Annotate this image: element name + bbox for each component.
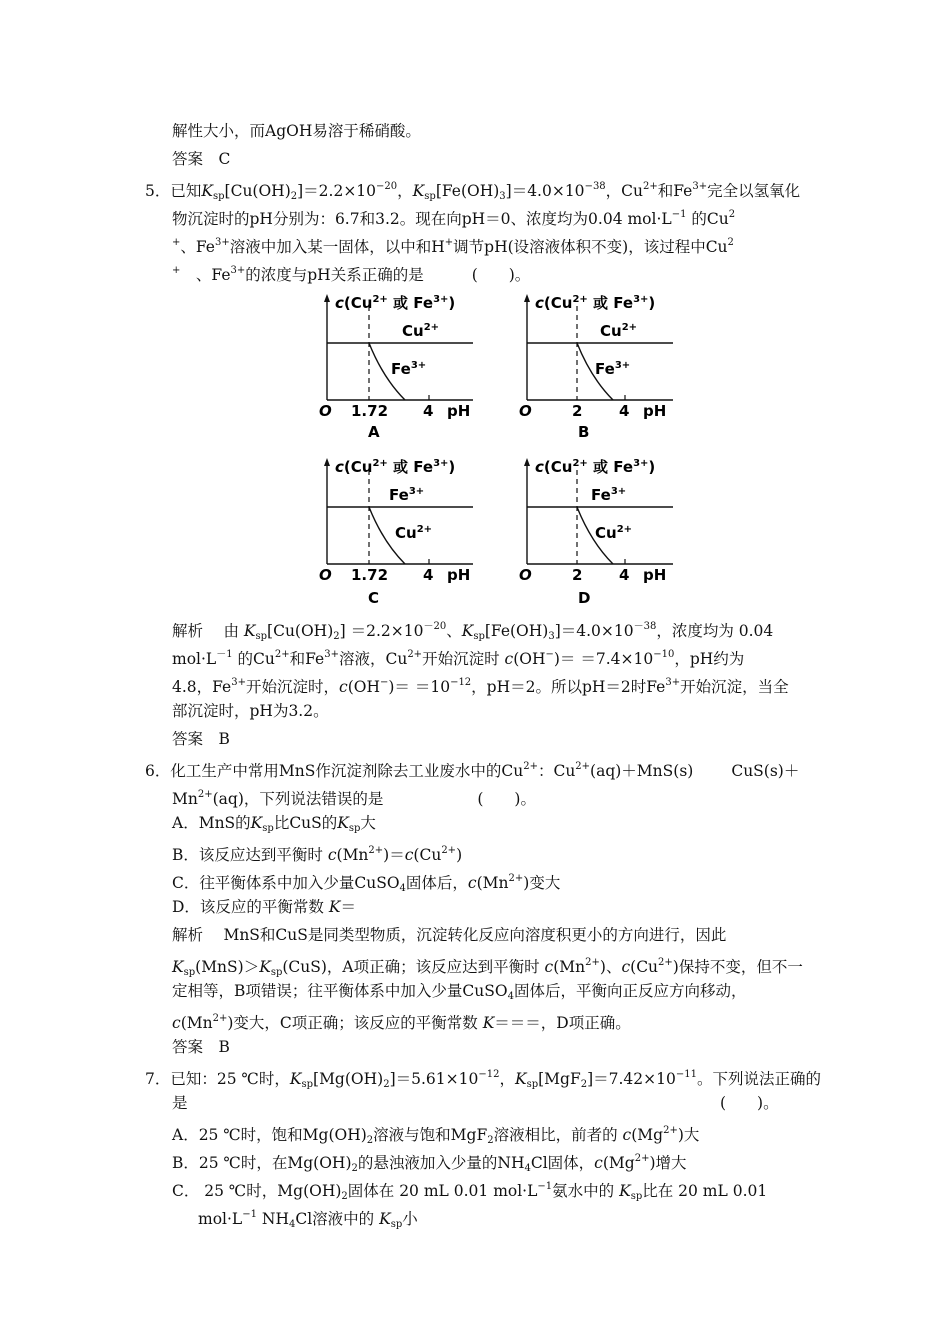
svg-text:C: C [368, 589, 380, 607]
q6-option-a: A．MnS的$K_{sp}$比CuS的$K_{sp}$大 [172, 814, 376, 834]
svg-text:O: O [319, 402, 332, 420]
svg-text:Cu2+: $Cu^{2+}$ [395, 524, 433, 542]
continued-text: 解性大小，而AgOH易溶于稀硝酸。 [172, 122, 421, 140]
svg-text:pH: pH [643, 566, 667, 584]
q6-analysis-line2: $K_{sp}(MnS)>K_{sp}(CuS)$，A项正确；该反应达到平衡时 $c(Mn^{2+})$、$c(Cu^{2+})$保持不变，但不一 [172, 957, 803, 978]
q6-option-d: D．该反应的平衡常数 K＝ [172, 898, 356, 916]
q6-line1: 6．化工生产中常用MnS作沉淀剂除去工业废水中的$Cu^{2+}$：$Cu^{2+}(aq)+MnS(s)$ CuS(s)＋ [145, 761, 800, 780]
svg-text:c(Cu2+ 或 Fe3+): $c(Cu^{2+}$ 或 $Fe^{3+}$) [535, 294, 656, 312]
svg-text:Cu2+: $Cu^{2+}$ [600, 322, 638, 340]
graph-b [515, 288, 725, 448]
q5-line2: 物沉淀时的pH分别为：6.7和3.2。现在向pH＝0、浓度均为0.04 $mol\cdot L^{-1}$ 的Cu$^2$ [172, 209, 736, 228]
q7-option-b: B．25 ℃时，在$Mg(OH)_2$的悬浊液加入少量的$NH_4Cl$固体，$c(Mg^{2+})$增大 [172, 1153, 687, 1174]
svg-text:2: 2 [572, 402, 583, 420]
svg-text:c(Cu2+ 或 Fe3+): $c(Cu^{2+}$ 或 $Fe^{3+}$) [335, 458, 456, 476]
q7-option-a: A．25 ℃时，饱和$Mg(OH)_2$溶液与饱和MgF$_2$溶液相比，前者的 $c(Mg^{2+})$大 [172, 1125, 700, 1146]
svg-text:1.72: 1.72 [351, 566, 389, 584]
svg-text:Cu2+: $Cu^{2+}$ [402, 322, 440, 340]
svg-text:c(Cu2+ 或 Fe3+): $c(Cu^{2+}$ 或 $Fe^{3+}$) [535, 458, 656, 476]
graph-d [515, 452, 725, 612]
svg-text:4: 4 [619, 566, 630, 584]
q6-analysis-line1: 解析 MnS和CuS是同类型物质，沉淀转化反应向溶度积更小的方向进行，因此 [172, 926, 727, 944]
answer-line: 答案 C [172, 150, 231, 168]
svg-text:4: 4 [619, 402, 630, 420]
svg-text:4: 4 [423, 566, 434, 584]
q5-analysis-line3: 4.8，$Fe^{3+}$开始沉淀时，$c(OH^-)= =10^{-12}$，pH＝2。所以pH＝2时$Fe^{3+}$开始沉淀，当全 [172, 677, 789, 696]
svg-text:4: 4 [423, 402, 434, 420]
q6-option-c: C．往平衡体系中加入少量CuSO$_4$固体后，$c(Mn^{2+})$变大 [172, 873, 561, 894]
svg-text:Fe3+: $Fe^{3+}$ [591, 486, 627, 504]
svg-text:2: 2 [572, 566, 583, 584]
svg-text:pH: pH [447, 402, 471, 420]
q6-option-b: B．该反应达到平衡时 $c(Mn^{2+})=c(Cu^{2+})$ [172, 845, 463, 864]
q7-option-c-cont: $mol\cdot L^{-1}$ $NH_4Cl$溶液中的 $K_{sp}$小 [198, 1209, 418, 1230]
svg-text:Fe3+: $Fe^{3+}$ [389, 486, 425, 504]
svg-text:pH: pH [447, 566, 471, 584]
svg-text:A: A [368, 423, 380, 441]
svg-text:pH: pH [643, 402, 667, 420]
q6-answer: 答案 B [172, 1038, 230, 1056]
svg-text:B: B [578, 423, 590, 441]
svg-text:O: O [319, 566, 332, 584]
q5-line4: + 、$Fe^{3+}$的浓度与pH关系正确的是 ( )。 [172, 265, 531, 284]
graph-a [305, 288, 515, 448]
q5-analysis-line1: 解析 由 $K_{sp}[Cu(OH)_2] =2.2\times 10^{-20}$、$K_{sp}[Fe(OH)_3]=4.0\times 10^{-38}$，浓度均为 0.04 [172, 621, 774, 642]
q7-answer-paren: ( )。 [720, 1094, 779, 1112]
q5-analysis-line4: 部沉淀时，pH为3.2。 [172, 702, 329, 720]
svg-text:Fe3+: $Fe^{3+}$ [595, 360, 631, 378]
q6-analysis-line3: 定相等，B项错误；往平衡体系中加入少量CuSO$_4$固体后，平衡向正反应方向移动， [172, 982, 747, 1002]
svg-text:Fe3+: $Fe^{3+}$ [391, 360, 427, 378]
q6-analysis-line4: $c(Mn^{2+})$变大，C项正确；该反应的平衡常数 K＝＝＝，D项正确。 [172, 1013, 631, 1032]
q7-line2: 是 [172, 1094, 188, 1112]
svg-text:O: O [519, 566, 532, 584]
q5-analysis-line2: $mol\cdot L^{-1}$ 的$Cu^{2+}$和$Fe^{3+}$溶液，$Cu^{2+}$开始沉淀时 $c(OH^-)= =7.4\times 10^{-10}$，pH约为 [172, 649, 745, 668]
q7-option-c: C． 25 ℃时，$Mg(OH)_2$固体在 20 mL 0.01 $mol\cdot L^{-1}$氨水中的 $K_{sp}$比在 20 mL 0.01 [172, 1181, 768, 1202]
q5-line1: 5．已知$K_{sp}[Cu(OH)_2]=2.2\times 10^{-20}$，$K_{sp}[Fe(OH)_3]=4.0\times 10^{-38}$，$Cu^{2+}$和$Fe^{3+}$完全以氢氧化 [145, 181, 801, 202]
svg-text:Cu2+: $Cu^{2+}$ [595, 524, 633, 542]
svg-text:1.72: 1.72 [351, 402, 389, 420]
svg-text:D: D [578, 589, 591, 607]
q7-line1: 7．已知：25 ℃时，$K_{sp}[Mg(OH)_2]=5.61\times 10^{-12}$，$K_{sp}[MgF_2]=7.42\times 10^{-11}$。下列说法正确的 [145, 1069, 821, 1090]
q6-line2: $Mn^{2+}(aq)$，下列说法错误的是 ( )。 [172, 789, 536, 808]
svg-text:O: O [519, 402, 532, 420]
graph-c [305, 452, 515, 612]
svg-text:c(Cu2+ 或 Fe3+): $c(Cu^{2+}$ 或 $Fe^{3+}$) [335, 294, 456, 312]
q5-line3: +、$Fe^{3+}$溶液中加入某一固体，以中和H+调节pH(设溶液体积不变)，该过程中Cu$^2$ [172, 237, 734, 256]
q5-answer: 答案 B [172, 730, 230, 748]
